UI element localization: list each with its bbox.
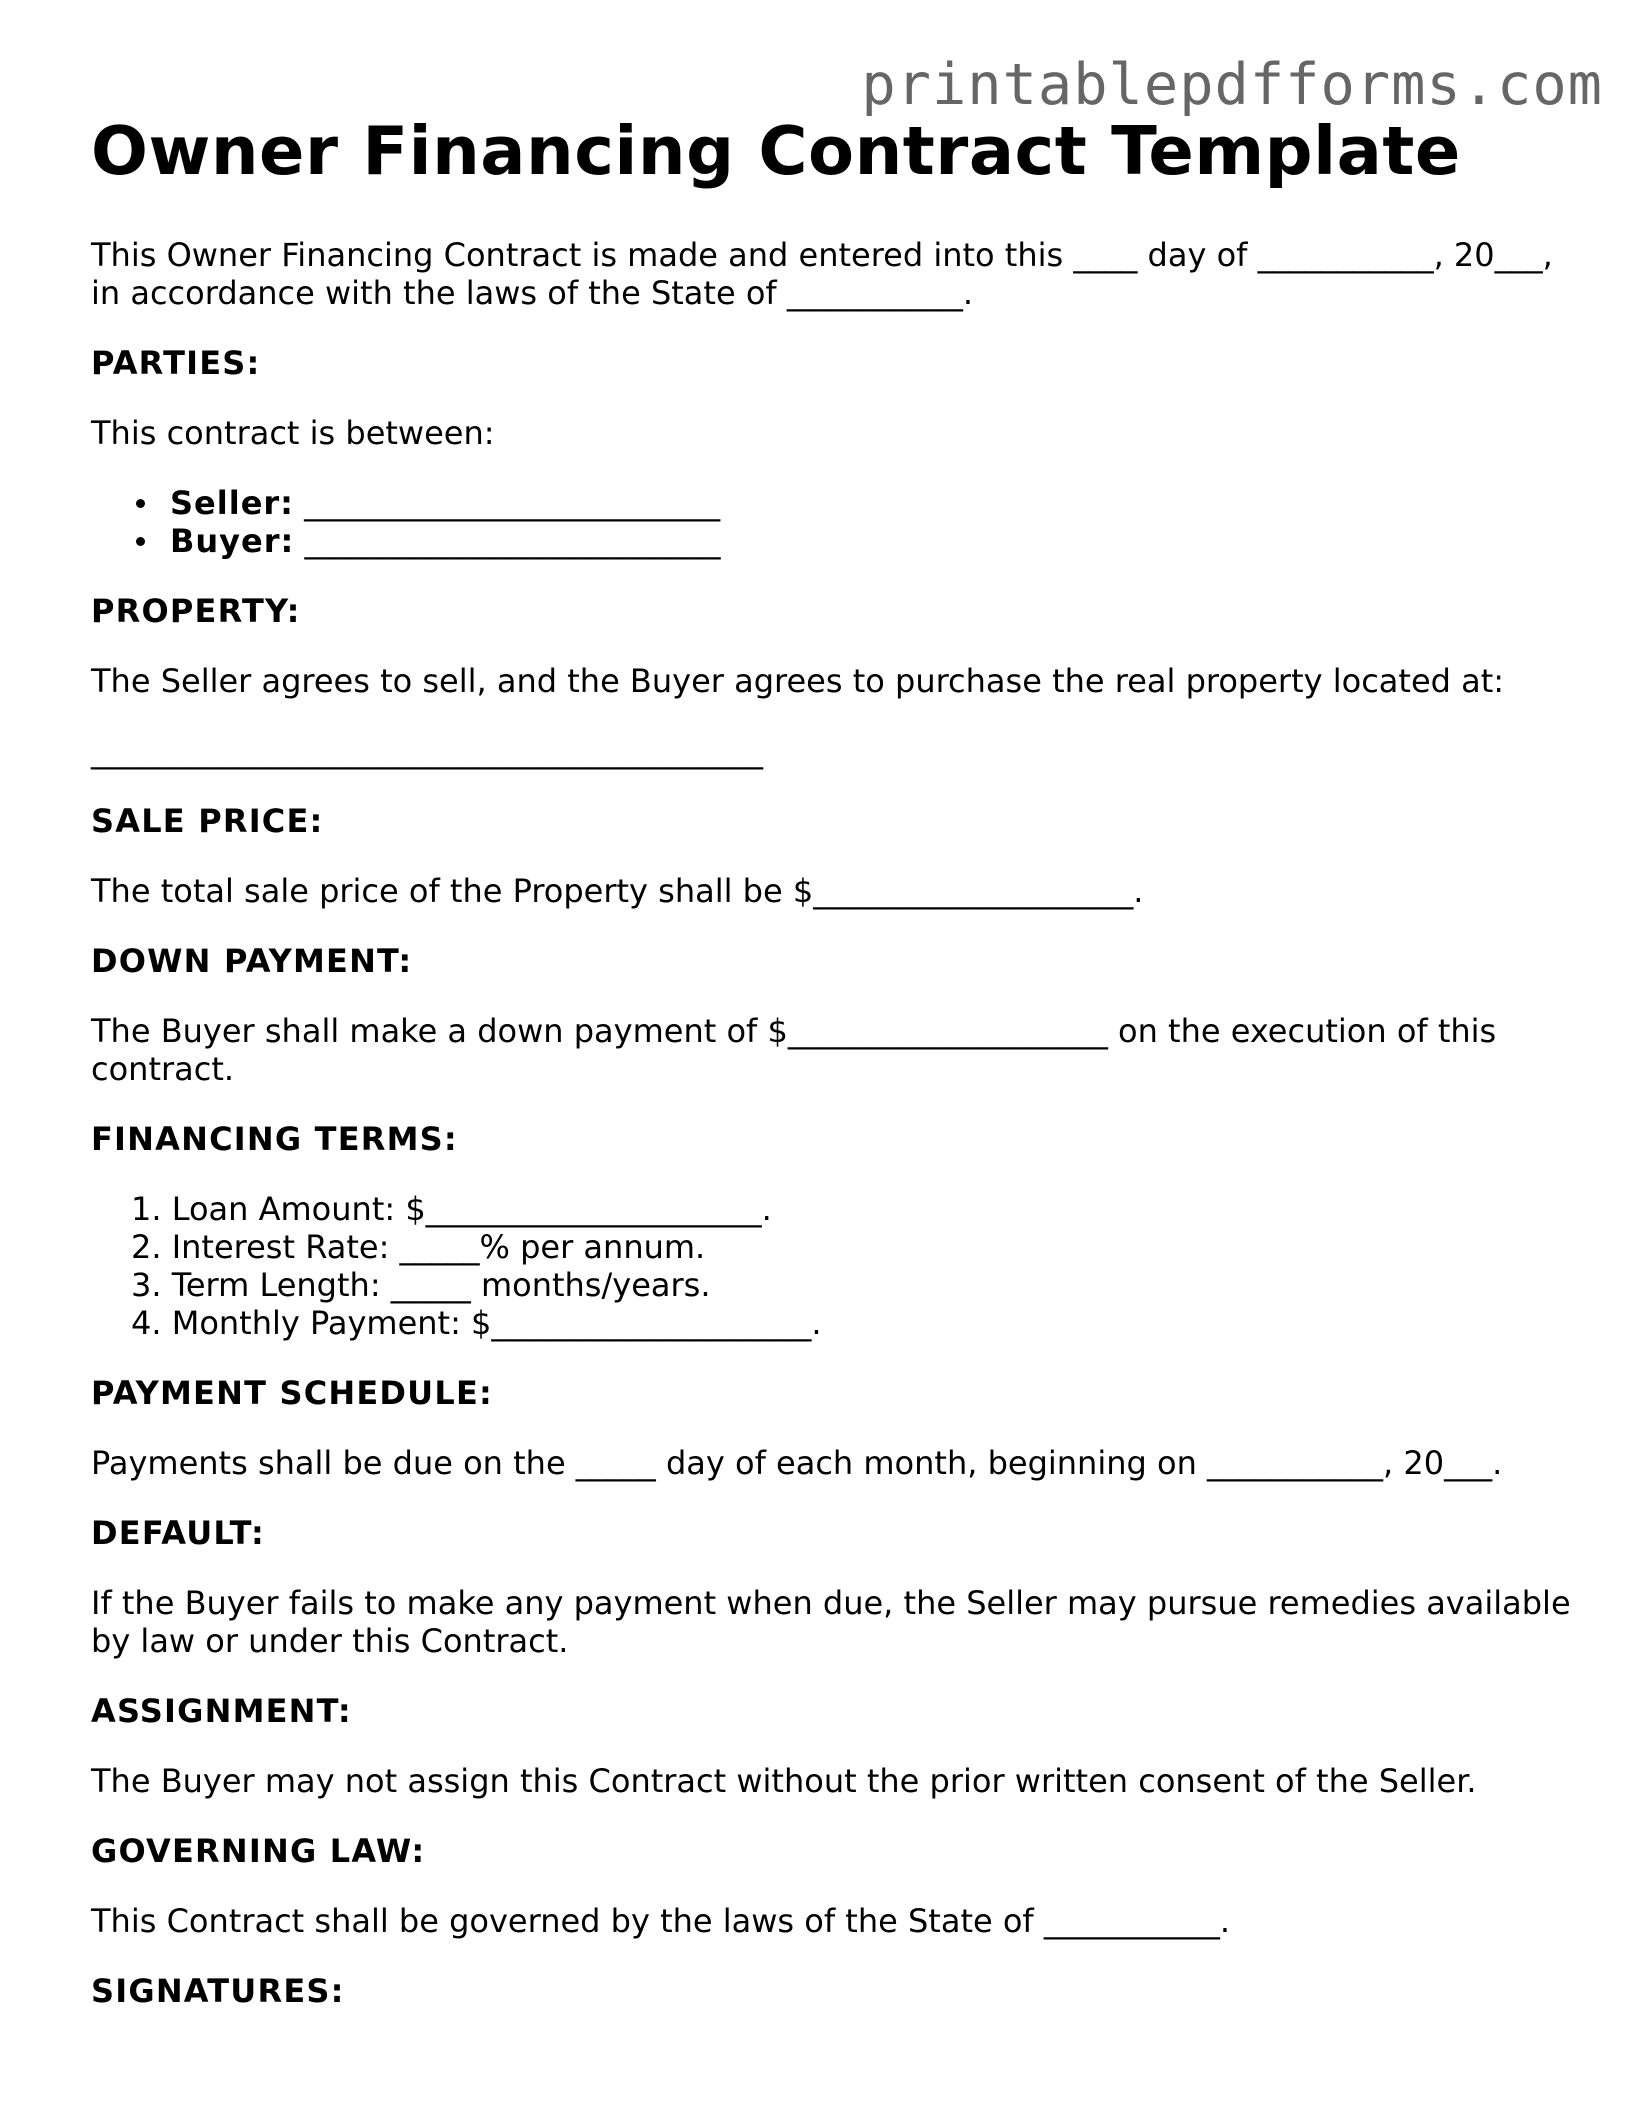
governing-law-heading: GOVERNING LAW: bbox=[91, 1832, 426, 1870]
document-title: Owner Financing Contract Template bbox=[91, 112, 1461, 190]
seller-blank: __________________________ bbox=[304, 484, 721, 522]
down-payment-text: The Buyer shall make a down payment of $____________________ on the execution of this contract. bbox=[91, 1012, 1497, 1088]
signatures-heading: SIGNATURES: bbox=[91, 1972, 345, 2010]
term-interest-rate: 2. Interest Rate: _____% per annum. bbox=[131, 1228, 706, 1266]
buyer-label: Buyer: bbox=[170, 522, 295, 560]
financing-terms-heading: FINANCING TERMS: bbox=[91, 1120, 458, 1158]
property-address-blank: __________________________________________ bbox=[91, 732, 763, 770]
property-text: The Seller agrees to sell, and the Buyer agrees to purchase the real property located at: bbox=[91, 662, 1505, 700]
document-page bbox=[91, 110, 1571, 2010]
governing-law-text: This Contract shall be governed by the laws of the State of ___________. bbox=[91, 1902, 1231, 1940]
sale-price-text: The total sale price of the Property shall be $____________________. bbox=[91, 872, 1144, 910]
seller-label: Seller: bbox=[170, 484, 294, 522]
term-loan-amount: 1. Loan Amount: $_____________________. bbox=[131, 1190, 772, 1228]
sale-price-heading: SALE PRICE: bbox=[91, 802, 324, 840]
parties-heading: PARTIES: bbox=[91, 344, 261, 382]
term-monthly-payment: 4. Monthly Payment: $____________________. bbox=[131, 1304, 822, 1342]
seller-line bbox=[170, 484, 1571, 522]
property-heading: PROPERTY: bbox=[91, 592, 301, 630]
default-heading: DEFAULT: bbox=[91, 1514, 265, 1552]
buyer-blank: __________________________ bbox=[304, 522, 721, 560]
down-payment-heading: DOWN PAYMENT: bbox=[91, 942, 413, 980]
watermark: printablepdfforms.com bbox=[861, 52, 1603, 118]
parties-list bbox=[91, 484, 1571, 560]
intro-paragraph: This Owner Financing Contract is made and entered into this ____ day of ___________, 20___, in accordance with the laws of the State of ___________. bbox=[91, 236, 1553, 312]
financing-terms-list bbox=[91, 1190, 1571, 1342]
default-text: If the Buyer fails to make any payment when due, the Seller may pursue remedies available by law or under this Contract. bbox=[91, 1584, 1571, 1660]
assignment-heading: ASSIGNMENT: bbox=[91, 1692, 352, 1730]
payment-schedule-text: Payments shall be due on the _____ day of each month, beginning on ___________, 20___. bbox=[91, 1444, 1503, 1482]
parties-text: This contract is between: bbox=[91, 414, 495, 452]
term-length: 3. Term Length: _____ months/years. bbox=[131, 1266, 711, 1304]
payment-schedule-heading: PAYMENT SCHEDULE: bbox=[91, 1374, 494, 1412]
buyer-line bbox=[170, 522, 1571, 560]
assignment-text: The Buyer may not assign this Contract without the prior written consent of the Seller. bbox=[91, 1762, 1477, 1800]
